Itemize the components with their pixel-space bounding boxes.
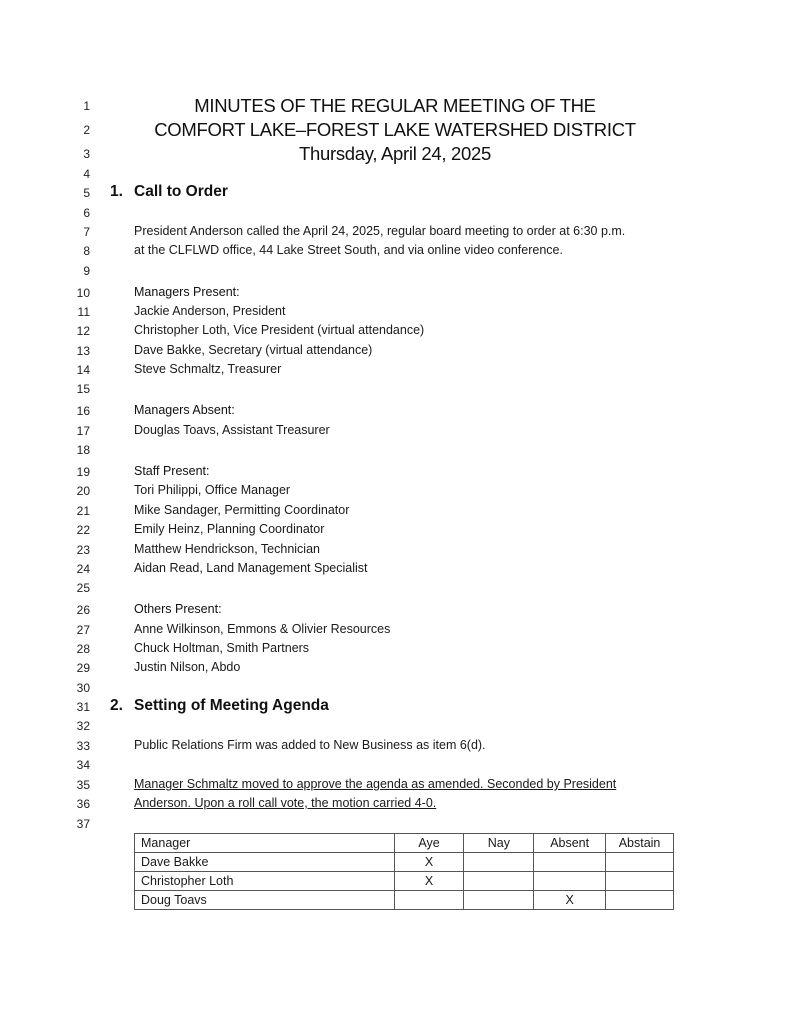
title-line-2: COMFORT LAKE–FOREST LAKE WATERSHED DISTRICT <box>154 119 636 140</box>
column-header: Manager <box>135 834 395 853</box>
section-title: Setting of Meeting Agenda <box>134 697 329 714</box>
line-number: 22 <box>76 523 90 537</box>
section-title: Call to Order <box>134 183 228 200</box>
table-cell <box>606 872 674 891</box>
line-number: 26 <box>76 603 90 617</box>
table-row <box>135 872 674 891</box>
line-number: 29 <box>76 661 90 675</box>
line-number: 2 <box>83 123 90 137</box>
others-present-label: Others Present: <box>134 602 222 616</box>
table-cell <box>464 891 534 910</box>
table-cell <box>464 853 534 872</box>
attendee: Mike Sandager, Permitting Coordinator <box>134 503 350 517</box>
attendee: Christopher Loth, Vice President (virtual attendance) <box>134 323 425 337</box>
line-number: 20 <box>76 484 90 498</box>
line-number: 3 <box>83 147 90 161</box>
line-number: 33 <box>76 739 90 753</box>
line-number: 15 <box>76 382 90 396</box>
attendee: Emily Heinz, Planning Coordinator <box>134 522 325 536</box>
line-number: 36 <box>76 797 90 811</box>
paragraph-line: Public Relations Firm was added to New Business as item 6(d). <box>134 738 486 752</box>
table-cell <box>464 872 534 891</box>
line-number: 31 <box>76 700 90 714</box>
line-number: 35 <box>76 778 90 792</box>
attendee: Chuck Holtman, Smith Partners <box>134 641 310 655</box>
line-number: 19 <box>76 465 90 479</box>
table-cell: X <box>534 891 606 910</box>
line-number: 16 <box>76 404 90 418</box>
line-number: 23 <box>76 543 90 557</box>
vote-table <box>134 833 674 910</box>
table-cell: X <box>394 853 464 872</box>
table-row <box>135 891 674 910</box>
line-number: 30 <box>76 681 90 695</box>
table-cell: Dave Bakke <box>135 853 395 872</box>
table-cell <box>534 853 606 872</box>
line-number: 6 <box>83 206 90 220</box>
attendee: Jackie Anderson, President <box>134 304 286 318</box>
line-number: 27 <box>76 623 90 637</box>
meeting-date: Thursday, April 24, 2025 <box>299 143 491 164</box>
attendee: Tori Philippi, Office Manager <box>134 483 291 497</box>
line-number: 10 <box>76 286 90 300</box>
line-number: 13 <box>76 344 90 358</box>
line-number: 7 <box>83 225 90 239</box>
line-number: 5 <box>83 186 90 200</box>
line-number: 21 <box>76 504 90 518</box>
title-line-1: MINUTES OF THE REGULAR MEETING OF THE <box>194 95 596 116</box>
line-number: 18 <box>76 443 90 457</box>
attendee: Douglas Toavs, Assistant Treasurer <box>134 423 330 437</box>
staff-present-label: Staff Present: <box>134 464 210 478</box>
attendee: Justin Nilson, Abdo <box>134 660 241 674</box>
column-header: Nay <box>464 834 534 853</box>
attendee: Aidan Read, Land Management Specialist <box>134 561 368 575</box>
line-number: 12 <box>76 324 90 338</box>
attendee: Anne Wilkinson, Emmons & Olivier Resources <box>134 622 391 636</box>
line-number: 28 <box>76 642 90 656</box>
table-header-row <box>135 834 674 853</box>
line-number: 17 <box>76 424 90 438</box>
motion-line: Anderson. Upon a roll call vote, the motion carried 4-0. <box>134 796 437 810</box>
line-number: 4 <box>83 167 90 181</box>
section-number: 2. <box>110 697 123 714</box>
column-header: Absent <box>534 834 606 853</box>
section-number: 1. <box>110 183 123 200</box>
attendee: Dave Bakke, Secretary (virtual attendance) <box>134 343 373 357</box>
managers-present-label: Managers Present: <box>134 285 240 299</box>
line-number: 34 <box>76 758 90 772</box>
table-cell <box>606 853 674 872</box>
attendee: Steve Schmaltz, Treasurer <box>134 362 282 376</box>
line-number: 1 <box>83 99 90 113</box>
table-cell: Christopher Loth <box>135 872 395 891</box>
motion-line: Manager Schmaltz moved to approve the agenda as amended. Seconded by President <box>134 777 617 791</box>
line-number: 9 <box>83 264 90 278</box>
line-number: 14 <box>76 363 90 377</box>
line-number: 24 <box>76 562 90 576</box>
column-header: Aye <box>394 834 464 853</box>
table-cell <box>394 891 464 910</box>
attendee: Matthew Hendrickson, Technician <box>134 542 320 556</box>
managers-absent-label: Managers Absent: <box>134 403 235 417</box>
line-number: 37 <box>76 817 90 831</box>
table-row <box>135 853 674 872</box>
paragraph-line: President Anderson called the April 24, 2025, regular board meeting to order at 6:30 p.m. <box>134 224 626 238</box>
table-cell: X <box>394 872 464 891</box>
line-number: 32 <box>76 719 90 733</box>
table-cell: Doug Toavs <box>135 891 395 910</box>
line-number: 25 <box>76 581 90 595</box>
paragraph-line: at the CLFLWD office, 44 Lake Street South, and via online video conference. <box>134 243 563 257</box>
line-number: 8 <box>83 244 90 258</box>
column-header: Abstain <box>606 834 674 853</box>
line-number: 11 <box>77 305 90 319</box>
table-cell <box>534 872 606 891</box>
table-cell <box>606 891 674 910</box>
